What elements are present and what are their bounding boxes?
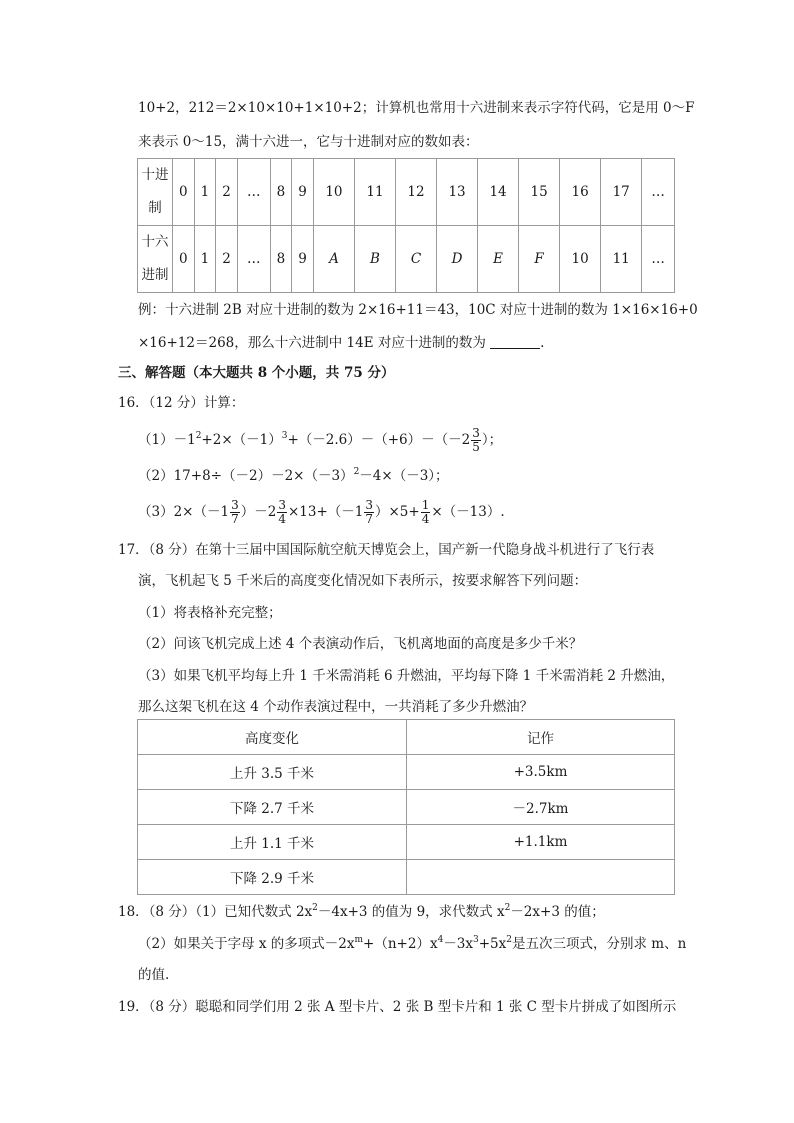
- table-cell: …: [642, 159, 675, 226]
- table-cell: 16: [560, 159, 601, 226]
- table-cell: 10: [560, 226, 601, 293]
- q18-part-2: （2）如果关于字母 x 的多项式$-2x^m+(n+2)x^4-3x^3+5x^2$是五次三项式，分别求 m、n: [138, 935, 687, 952]
- example-line-1: 例：十六进制 2B 对应十进制的数为 2×16+11＝43，10C 对应十进制的数为 1×16×16+0: [138, 302, 698, 318]
- table-cell: 1: [194, 226, 216, 293]
- table-cell: E: [478, 226, 519, 293]
- fraction: $\frac{3}{4}$: [278, 498, 286, 526]
- table-cell: 8: [270, 159, 292, 226]
- table-cell: 13: [437, 159, 478, 226]
- change-cell: 下降 2.9 千米: [138, 860, 407, 895]
- q17-sub-2: （2）问该飞机完成上述 4 个表演动作后，飞机离地面的高度是多少千米？: [138, 636, 583, 652]
- fraction: $\frac{3}{7}$: [365, 498, 373, 526]
- table-cell: 11: [354, 159, 395, 226]
- q17-sub-3a: （3）如果飞机平均每上升 1 千米需消耗 6 升燃油，平均每下降 1 千米需消耗 2 升燃油，: [138, 668, 675, 684]
- q16-part-3: （3）2×（－1 $\frac{3}{7}$ ）－2 $\frac{3}{4}$ ×13+（－1 $\frac{3}{7}$ ）×5+ $\frac{1}{4}$ ×（－13）.: [138, 498, 505, 526]
- record-cell-empty[interactable]: [407, 860, 675, 895]
- intro-line-2: 来表示 0～15，满十六进一，它与十进制对应的数如表：: [138, 134, 479, 150]
- table-cell: …: [237, 226, 270, 293]
- table-cell: A: [313, 226, 354, 293]
- table-cell: 2: [216, 159, 238, 226]
- table-cell: 1: [194, 159, 216, 226]
- table-cell: 12: [395, 159, 436, 226]
- q17-line-1: 17．（8 分）在第十三届中国国际航空航天博览会上，国产新一代隐身战斗机进行了飞行表: [118, 542, 655, 558]
- table-row-decimal: [138, 159, 675, 226]
- q17-sub-3b: 那么这架飞机在这 4 个动作表演过程中，一共消耗了多少升燃油？: [138, 699, 534, 715]
- table-cell: 8: [270, 226, 292, 293]
- table-cell: 0: [173, 226, 195, 293]
- answer-blank[interactable]: [490, 334, 540, 349]
- table-row: [138, 755, 675, 790]
- q17-line-2: 演，飞机起飞 5 千米后的高度变化情况如下表所示，按要求解答下列问题：: [138, 573, 588, 589]
- example-line-2: ×16+12＝268，那么十六进制中 14E 对应十进制的数为 .: [138, 335, 545, 351]
- table-cell: 9: [292, 226, 314, 293]
- table-cell: …: [642, 226, 675, 293]
- record-cell: +1.1km: [407, 825, 675, 860]
- table-row: [138, 825, 675, 860]
- table-cell: 0: [173, 159, 195, 226]
- table-cell: F: [519, 226, 560, 293]
- table-cell: 17: [601, 159, 642, 226]
- table-cell: 14: [478, 159, 519, 226]
- record-cell: －2.7km: [407, 790, 675, 825]
- table-cell: D: [437, 226, 478, 293]
- intro-line-1: 10+2，212＝2×10×10+1×10+2；计算机也常用十六进制来表示字符代码，它是用 0～F: [138, 100, 695, 116]
- section-title: 三、解答题（本大题共 8 个小题，共 75 分）: [118, 365, 395, 381]
- table-cell: 2: [216, 226, 238, 293]
- altitude-table: [137, 719, 675, 895]
- table-cell: …: [237, 159, 270, 226]
- table-row: [138, 790, 675, 825]
- fraction: $\frac{1}{4}$: [421, 498, 430, 526]
- q17-sub-1: （1）将表格补充完整；: [138, 605, 282, 621]
- table-header-row: [138, 720, 675, 755]
- table-cell: 11: [601, 226, 642, 293]
- q19-line-1: 19．（8 分）聪聪和同学们用 2 张 A 型卡片、2 张 B 型卡片和 1 张 C 型卡片拼成了如图所示: [118, 999, 677, 1015]
- change-cell: 下降 2.7 千米: [138, 790, 407, 825]
- table-cell: 10: [313, 159, 354, 226]
- hex-decimal-table: [137, 158, 675, 293]
- table-row-hex: [138, 226, 675, 293]
- column-header: 记作: [407, 720, 675, 755]
- table-cell: B: [354, 226, 395, 293]
- change-cell: 上升 3.5 千米: [138, 755, 407, 790]
- table-cell: C: [395, 226, 436, 293]
- q16-title: 16．（12 分）计算：: [118, 395, 245, 411]
- q16-part-2: $(2)17+8\div(-2)-2\times(-3)^2-4\times(-3)$；: [138, 467, 449, 484]
- change-cell: 上升 1.1 千米: [138, 825, 407, 860]
- fraction: $\frac{3}{7}$: [231, 498, 239, 526]
- table-row: [138, 860, 675, 895]
- q18-part-2b: 的值.: [138, 967, 170, 983]
- table-cell: 9: [292, 159, 314, 226]
- table-cell: 15: [519, 159, 560, 226]
- column-header: 高度变化: [138, 720, 407, 755]
- fraction: $\frac{3}{5}$: [472, 426, 480, 454]
- q16-part-1: $(1)-1^2+2\times(-1)^3+(-2.6)-(+6)-(-2$ $\frac{3}{5}$ ）；: [138, 426, 503, 454]
- row-head-decimal: 十进 制: [138, 159, 173, 226]
- record-cell: +3.5km: [407, 755, 675, 790]
- q18-part-1: 18．（8 分）（1）已知代数式 $2x^2-4x+3$ 的值为 9，求代数式 $x^2-2x+3$ 的值；: [118, 903, 605, 920]
- row-head-hex: 十六 进制: [138, 226, 173, 293]
